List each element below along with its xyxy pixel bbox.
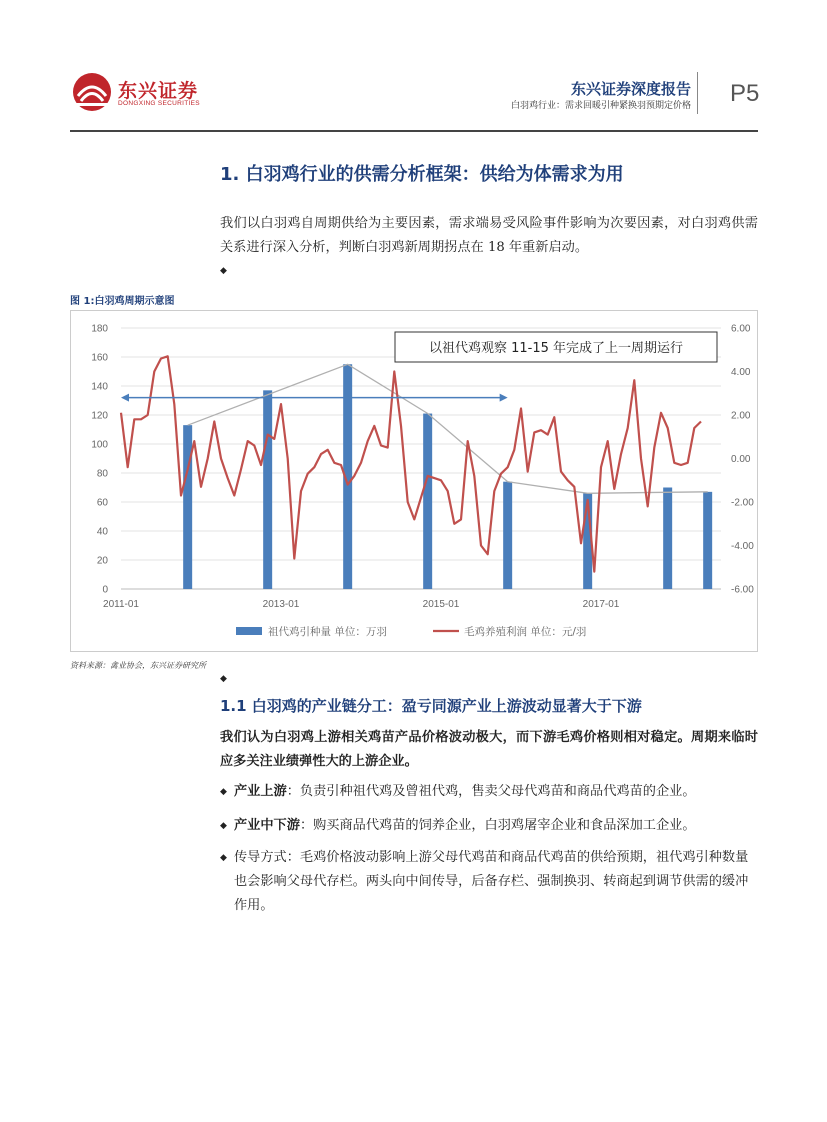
y-left-tick-label: 20 (96, 555, 108, 567)
y-right-tick-label: 0.00 (731, 454, 751, 465)
bullet-midstream (220, 814, 758, 838)
bar (263, 390, 272, 589)
bullet-text: ：负责引种祖代鸡及曾祖代鸡，售卖父母代鸡苗和商品代鸡苗的企业。 (286, 784, 696, 799)
bullet-mark: ◆ (220, 674, 227, 684)
y-left-tick-label: 80 (96, 468, 108, 480)
section-heading: 1. 白羽鸡行业的供需分析框架：供给为体需求为用 (220, 164, 624, 185)
bullet-label: 产业上游 (234, 784, 287, 799)
bar (703, 492, 712, 589)
bar (503, 482, 512, 589)
y-right-tick-label: 6.00 (731, 323, 751, 335)
bullet-mark: ◆ (220, 821, 227, 831)
figure-source: 资料来源：禽业协会，东兴证券研究所 (70, 661, 206, 670)
x-tick-label: 2015-01 (422, 599, 460, 610)
bullet-transmission (220, 846, 758, 918)
y-right-tick-label: 4.00 (731, 367, 751, 378)
bullet-text: 传导方式：毛鸡价格波动影响上游父母代鸡苗和商品代鸡苗的供给预期，祖代鸡引种数量也会影响父母代存栏。两头向中间传导，后备存栏、强制换羽、转商起到调节供需的缓冲作用。 (234, 850, 749, 913)
y-right-tick-label: -4.00 (731, 541, 754, 552)
logo-text: 东兴证券 (118, 80, 199, 102)
header-divider (697, 72, 698, 114)
profit-line (121, 356, 701, 571)
annotation-text: 以祖代鸡观察 11-15 年完成了上一周期运行 (428, 341, 684, 356)
y-right-tick-label: 2.00 (731, 410, 751, 422)
chart-container (70, 310, 758, 652)
y-left-tick-label: 60 (96, 497, 108, 509)
subsection-heading: 1.1 白羽鸡的产业链分工：盈亏同源产业上游波动显著大于下游 (220, 697, 642, 715)
x-tick-label: 2017-01 (582, 599, 620, 610)
x-tick-label: 2011-01 (103, 599, 139, 610)
arrow-head-left (121, 394, 129, 402)
y-left-tick-label: 40 (96, 526, 108, 538)
report-subtitle: 白羽鸡行业：需求回暖引种紧换羽预期定价格 (510, 101, 691, 111)
key-view-paragraph: 我们认为白羽鸡上游相关鸡苗产品价格波动极大，而下游毛鸡价格则相对稳定。周期来临时应多关注业绩弹性大的上游企业。 (220, 730, 758, 769)
legend-bar-swatch (236, 627, 262, 635)
page-number: P5 (730, 80, 760, 107)
bullet-upstream (220, 780, 758, 804)
bar (663, 488, 672, 590)
y-right-tick-label: -2.00 (731, 497, 754, 509)
bullet-mark: ◆ (220, 787, 227, 797)
figure-title: 图 1:白羽鸡周期示意图 (70, 296, 175, 307)
y-left-tick-label: 180 (91, 323, 108, 335)
legend-line-label: 毛鸡养殖利润 单位：元/羽 (464, 626, 587, 638)
y-left-tick-label: 160 (91, 352, 108, 364)
bar (423, 414, 432, 589)
bullet-label: 产业中下游 (234, 818, 300, 833)
header-rule (70, 130, 758, 132)
y-left-tick-label: 0 (102, 584, 108, 596)
intro-paragraph: 我们以白羽鸡自周期供给为主要因素，需求端易受风险事件影响为次要因素，对白羽鸡供需关系进行深入分析，判断白羽鸡新周期拐点在 18 年重新启动。 (220, 216, 758, 255)
y-right-tick-label: -6.00 (731, 584, 754, 596)
legend-bar-label: 祖代鸡引种量 单位：万羽 (268, 626, 387, 638)
y-left-tick-label: 120 (91, 410, 108, 422)
report-title: 东兴证券深度报告 (570, 80, 691, 98)
y-left-tick-label: 100 (91, 439, 108, 451)
bullet-mark: ◆ (220, 266, 227, 276)
cycle-chart (71, 311, 757, 651)
bar (183, 425, 192, 589)
y-left-tick-label: 140 (91, 381, 108, 393)
logo-text-en: DONGXING SECURITIES (118, 100, 200, 107)
x-tick-label: 2013-01 (262, 599, 300, 610)
bullet-mark: ◆ (220, 853, 227, 863)
arrow-head-right (500, 394, 508, 402)
bullet-text: ：购买商品代鸡苗的饲养企业，白羽鸡屠宰企业和食品深加工企业。 (299, 818, 696, 833)
